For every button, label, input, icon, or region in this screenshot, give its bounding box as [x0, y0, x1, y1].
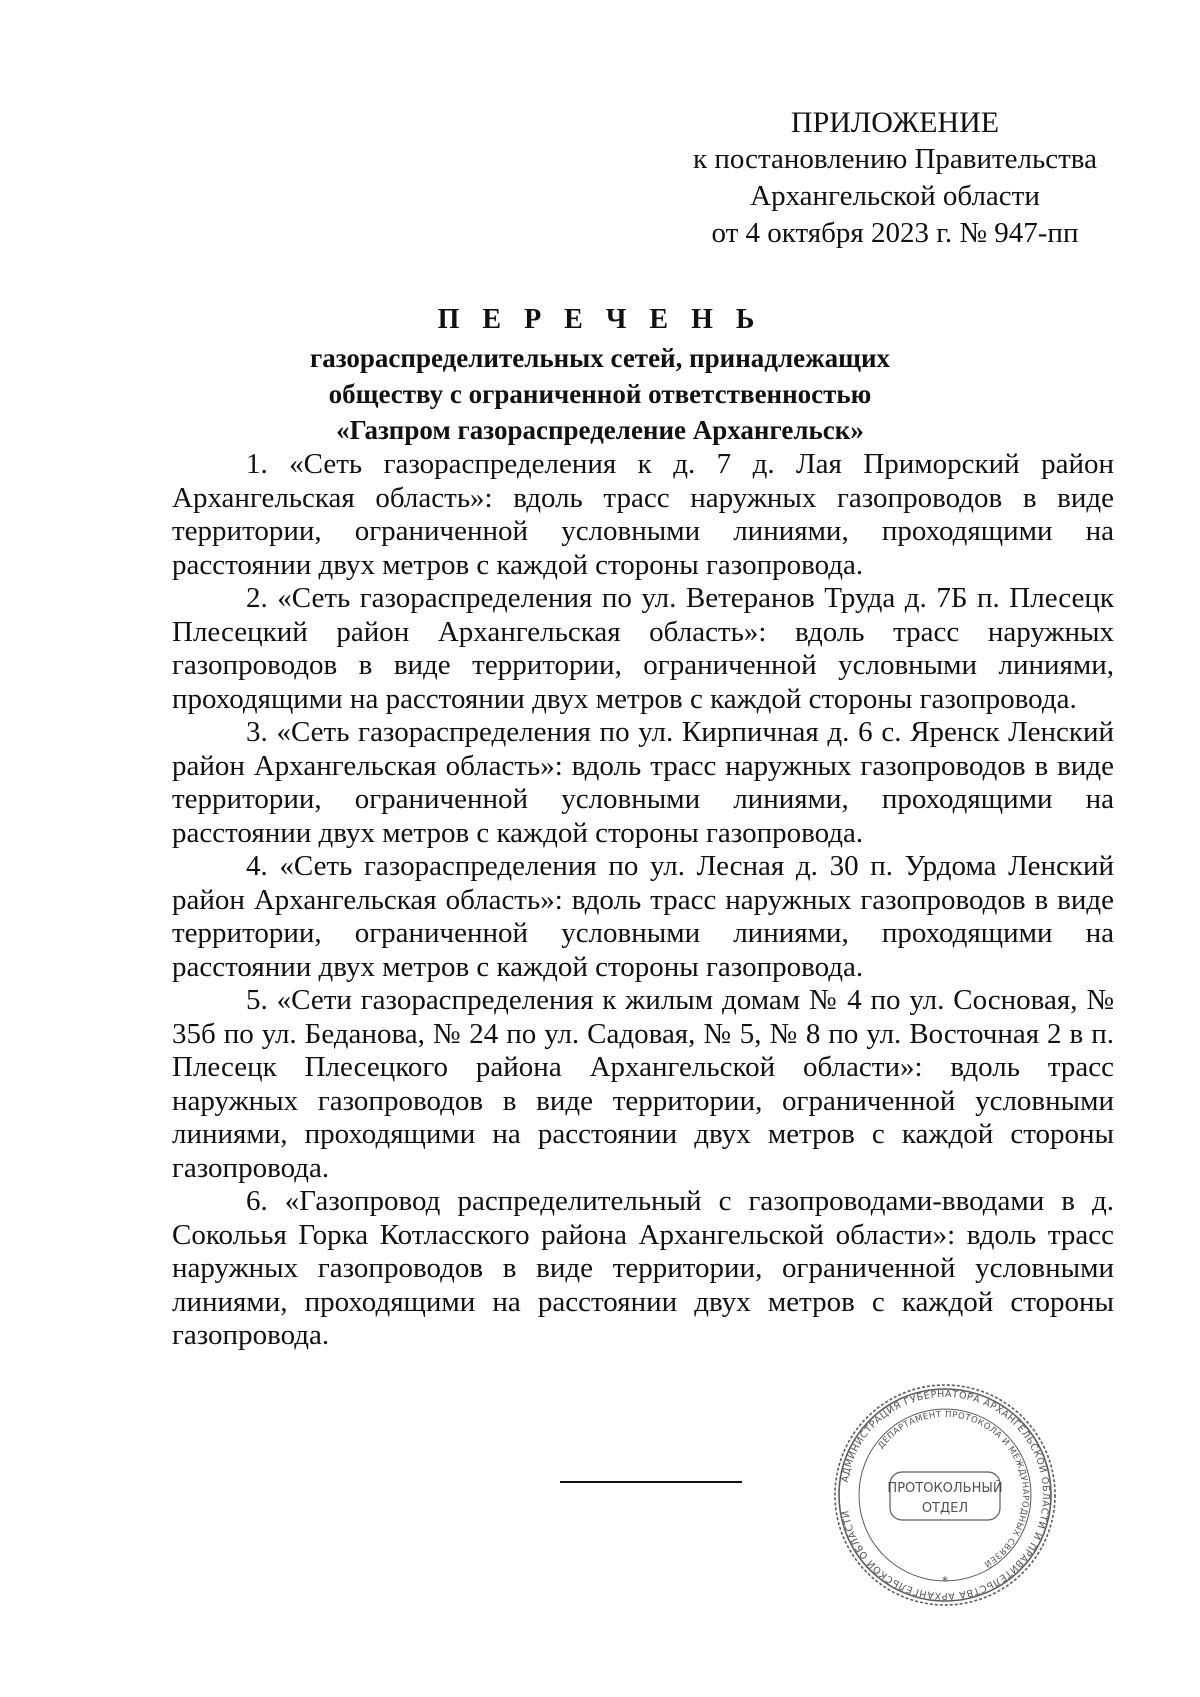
list-item: 4. «Сеть газораспределения по ул. Лесная д. 30 п. Урдома Ленский район Архангельская область»: вдоль трасс наружных газопроводов в виде территории, ограниченной условными линиями, проходящими на расстоянии двух метров с каждой стороны газопровода.: [172, 850, 1114, 983]
stamp-star-icon: *: [942, 1574, 948, 1588]
heading-line-1: газораспределительных сетей, принадлежащих: [309, 343, 891, 373]
appendix-line-1: к постановлению Правительства: [693, 143, 1097, 175]
heading-line-2: обществу с ограниченной ответственностью: [328, 379, 872, 409]
items-list: [172, 448, 1114, 1353]
list-item: 1. «Сеть газораспределения к д. 7 д. Лая Приморский район Архангельская область»: вдоль трасс наружных газопроводов в виде территории, ограниченной условными линиями, проходящими на расстоянии двух метров с каждой стороны газопровода.: [172, 448, 1114, 581]
end-separator-line: [560, 1481, 742, 1483]
list-item: 5. «Сети газораспределения к жилым домам № 4 по ул. Сосновая, № 35б по ул. Беданова, № 24 по ул. Садовая, № 5, № 8 по ул. Восточная 2 в п. Плесецк Плесецкого района Архангельской области»: вдоль трасс наружных газопроводов в виде территории, ограниченной условными линиями, проходящими на расстоянии двух метров с каждой стороны газопровода.: [172, 984, 1114, 1184]
appendix-title: ПРИЛОЖЕНИЕ: [790, 106, 1000, 139]
stamp-center-line-2: ОТДЕЛ: [921, 1501, 969, 1516]
heading-title: П Е Р Е Ч Е Н Ь: [437, 304, 763, 335]
list-item: 2. «Сеть газораспределения по ул. Ветеранов Труда д. 7Б п. Плесецк Плесецкий район Архангельская область»: вдоль трасс наружных газопроводов в виде территории, ограниченной условными линиями, проходящими на расстоянии двух метров с каждой стороны газопровода.: [172, 582, 1114, 715]
stamp-ring-text: АДМИНИСТРАЦИЯ ГУБЕРНАТОРА АРХАНГЕЛЬСКОЙ ОБЛАСТИ И ПРАВИТЕЛЬСТВА АРХАНГЕЛЬСКОЙ ОБЛАСТИ: [839, 1388, 1052, 1602]
list-item: 6. «Газопровод распределительный с газопроводами-вводами в д. Сокольья Горка Котласского района Архангельской области»: вдоль трасс наружных газопроводов в виде территории, ограниченной условными линиями, проходящими на расстоянии двух метров с каждой стороны газопровода.: [172, 1185, 1114, 1351]
appendix-line-2: Архангельской области: [750, 180, 1040, 212]
document-heading: [160, 302, 1040, 448]
official-stamp: [830, 1380, 1060, 1610]
appendix-block: [660, 104, 1130, 252]
stamp-center-line-1: ПРОТОКОЛЬНЫЙ: [887, 1481, 1003, 1496]
appendix-line-3: от 4 октября 2023 г. № 947-пп: [711, 217, 1079, 249]
heading-line-3: «Газпром газораспределение Архангельск»: [336, 415, 864, 445]
list-item: 3. «Сеть газораспределения по ул. Кирпичная д. 6 с. Яренск Ленский район Архангельская область»: вдоль трасс наружных газопроводов в виде территории, ограниченной условными линиями, проходящими на расстоянии двух метров с каждой стороны газопровода.: [172, 716, 1114, 849]
stamp-inner-ring-text: ДЕПАРТАМЕНТ ПРОТОКОЛА И МЕЖДУНАРОДНЫХ СВЯЗЕЙ: [876, 1409, 1031, 1569]
